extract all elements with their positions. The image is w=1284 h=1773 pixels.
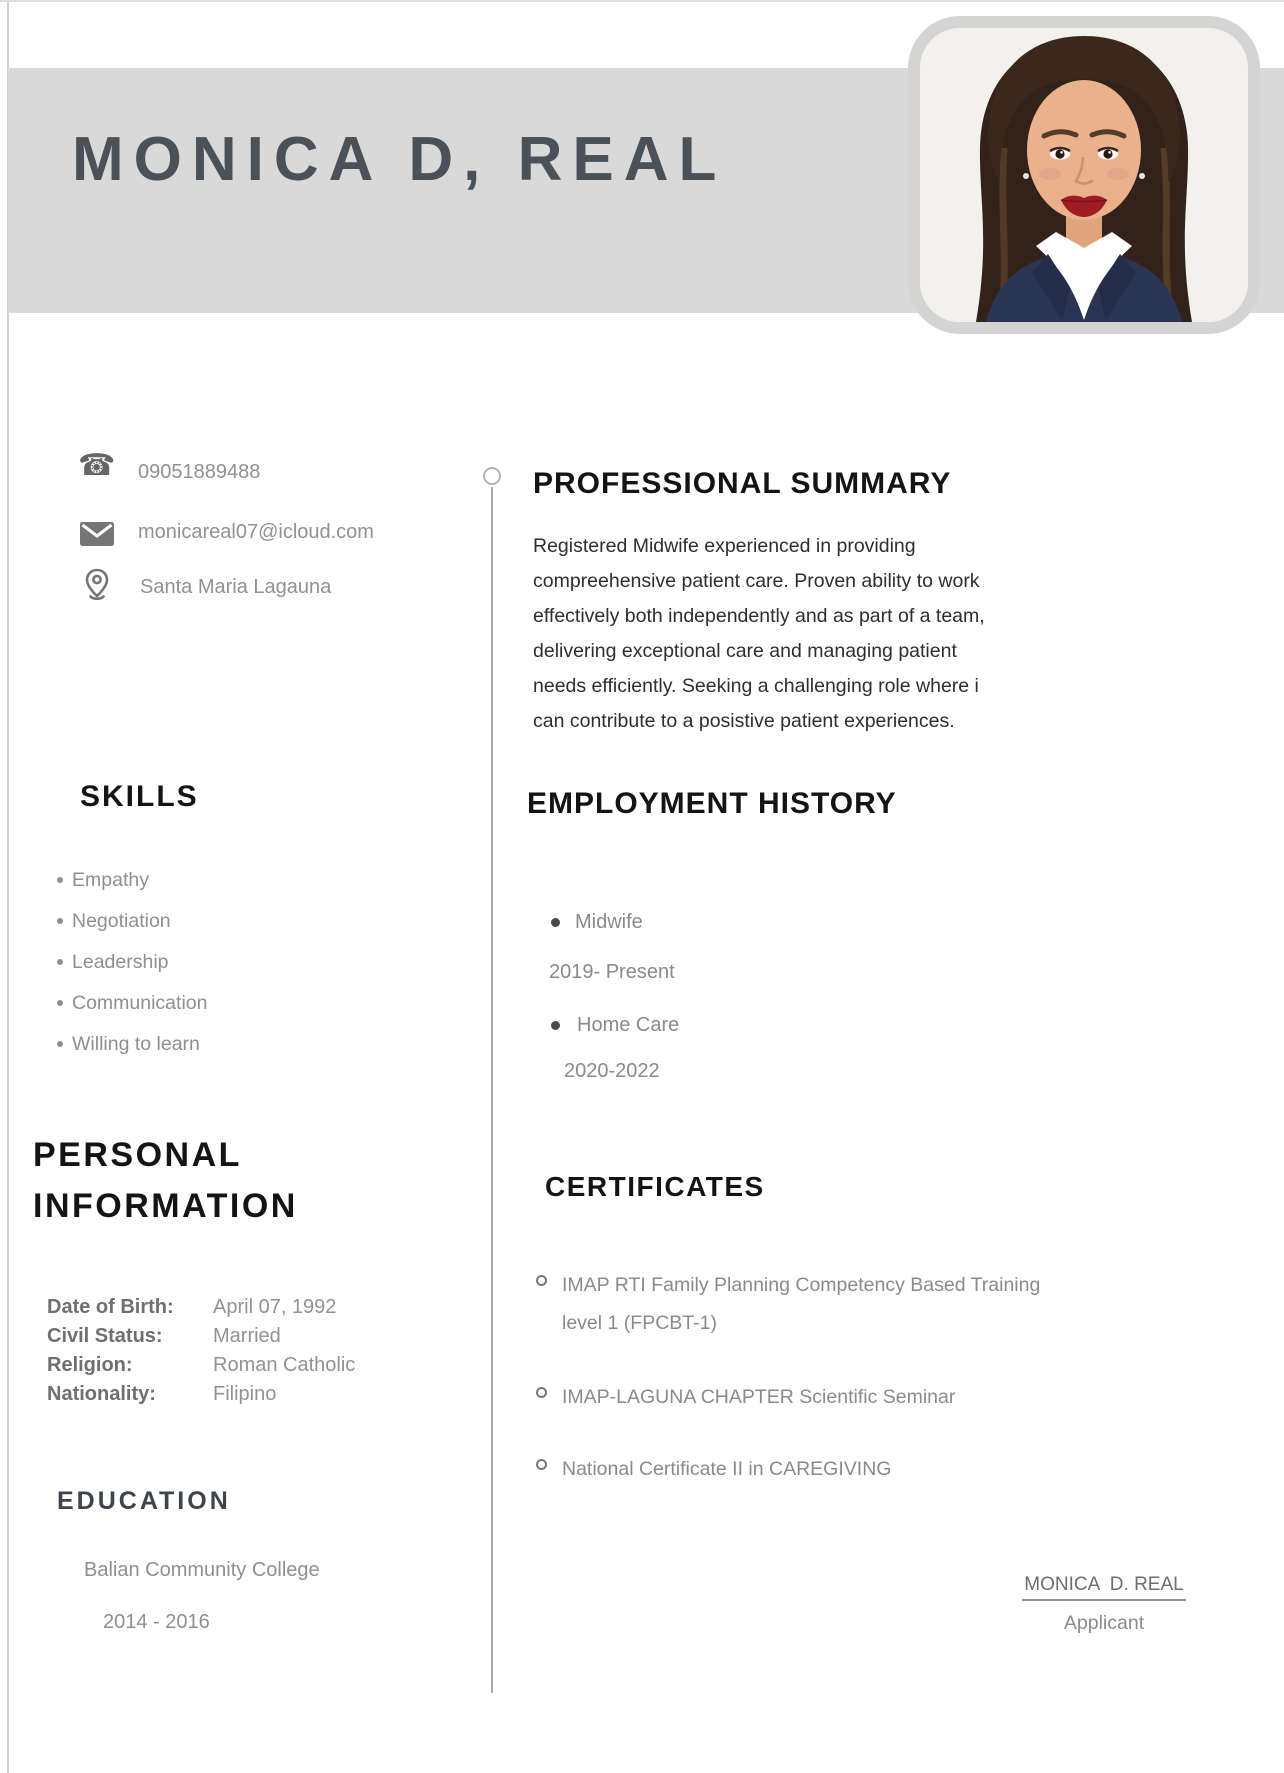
bullet-icon: [551, 918, 560, 927]
signature-name: MONICA D. REAL: [1022, 1574, 1185, 1601]
field-label: Date of Birth:: [47, 1296, 174, 1318]
certificate-item: IMAP RTI Family Planning Competency Based Training level 1 (FPCBT-1): [562, 1274, 1041, 1334]
circle-bullet-icon: [536, 1387, 547, 1398]
field-value: Roman Catholic: [213, 1354, 356, 1376]
skill-item: [57, 868, 149, 892]
signature-role: Applicant: [1063, 1612, 1145, 1634]
skill-item: [57, 991, 207, 1015]
section-title-skills: SKILLS: [80, 780, 199, 813]
section-title-employment-history: EMPLOYMENT HISTORY: [527, 787, 897, 820]
field-value: Married: [213, 1325, 281, 1347]
section-title-education: EDUCATION: [57, 1487, 231, 1515]
page-edge-top: [0, 0, 1284, 2]
personal-field: [47, 1322, 281, 1351]
skill-label: Empathy: [72, 868, 149, 891]
skill-label: Willing to learn: [72, 1032, 200, 1055]
email-icon: [80, 522, 114, 551]
location-text: Santa Maria Lagauna: [140, 576, 332, 598]
job-role: Home Care: [577, 1014, 680, 1036]
personal-field: [47, 1380, 276, 1409]
bullet-icon: [57, 1041, 63, 1047]
bullet-icon: [57, 959, 63, 965]
field-value: April 07, 1992: [213, 1296, 337, 1318]
job-role: Midwife: [575, 911, 643, 933]
candidate-name: MONICA D, REAL: [72, 125, 727, 194]
field-label: Civil Status:: [47, 1325, 163, 1347]
section-title-certificates: CERTIFICATES: [545, 1171, 765, 1202]
location-pin-icon: [84, 568, 110, 607]
professional-summary-text: Registered Midwife experienced in providing compreehensive patient care. Proven ability to work effectively both independently and as part of a team, delivering exceptional care and managing patient needs efficiently. Seeking a challenging role where i can contribute to a posistive patient experiences.: [533, 535, 985, 732]
bullet-icon: [57, 918, 63, 924]
education-school: Balian Community College: [84, 1559, 320, 1581]
field-value: Filipino: [213, 1383, 277, 1405]
education-period: 2014 - 2016: [103, 1611, 210, 1633]
profile-photo: [908, 16, 1260, 334]
certificate-item: National Certificate II in CAREGIVING: [562, 1458, 892, 1480]
email-address: monicareal07@icloud.com: [138, 521, 374, 543]
phone-number: 09051889488: [138, 461, 261, 483]
skill-label: Leadership: [72, 950, 169, 973]
phone-icon: ☎: [78, 449, 116, 482]
personal-field: [47, 1293, 336, 1322]
field-label: Religion:: [47, 1354, 133, 1376]
job-period: 2020-2022: [564, 1060, 660, 1082]
field-label: Nationality:: [47, 1383, 156, 1405]
section-title-professional-summary: PROFESSIONAL SUMMARY: [533, 467, 952, 500]
skill-item: [57, 950, 169, 974]
circle-bullet-icon: [536, 1459, 547, 1470]
bullet-icon: [551, 1021, 560, 1030]
personal-field: [47, 1351, 355, 1380]
skill-label: Communication: [72, 991, 208, 1014]
skill-item: [57, 909, 171, 933]
circle-bullet-icon: [536, 1275, 547, 1286]
bullet-icon: [57, 877, 63, 883]
job-period: 2019- Present: [549, 961, 675, 983]
divider-circle: [483, 467, 501, 485]
bullet-icon: [57, 1000, 63, 1006]
skill-label: Negotiation: [72, 909, 171, 932]
section-title-personal-information: PERSONAL INFORMATION: [33, 1136, 298, 1225]
signature-block: [1004, 1574, 1204, 1601]
certificate-item: IMAP-LAGUNA CHAPTER Scientific Seminar: [562, 1386, 956, 1408]
portrait-illustration: [920, 28, 1248, 322]
skill-item: [57, 1032, 200, 1056]
divider-line: [491, 487, 493, 1693]
